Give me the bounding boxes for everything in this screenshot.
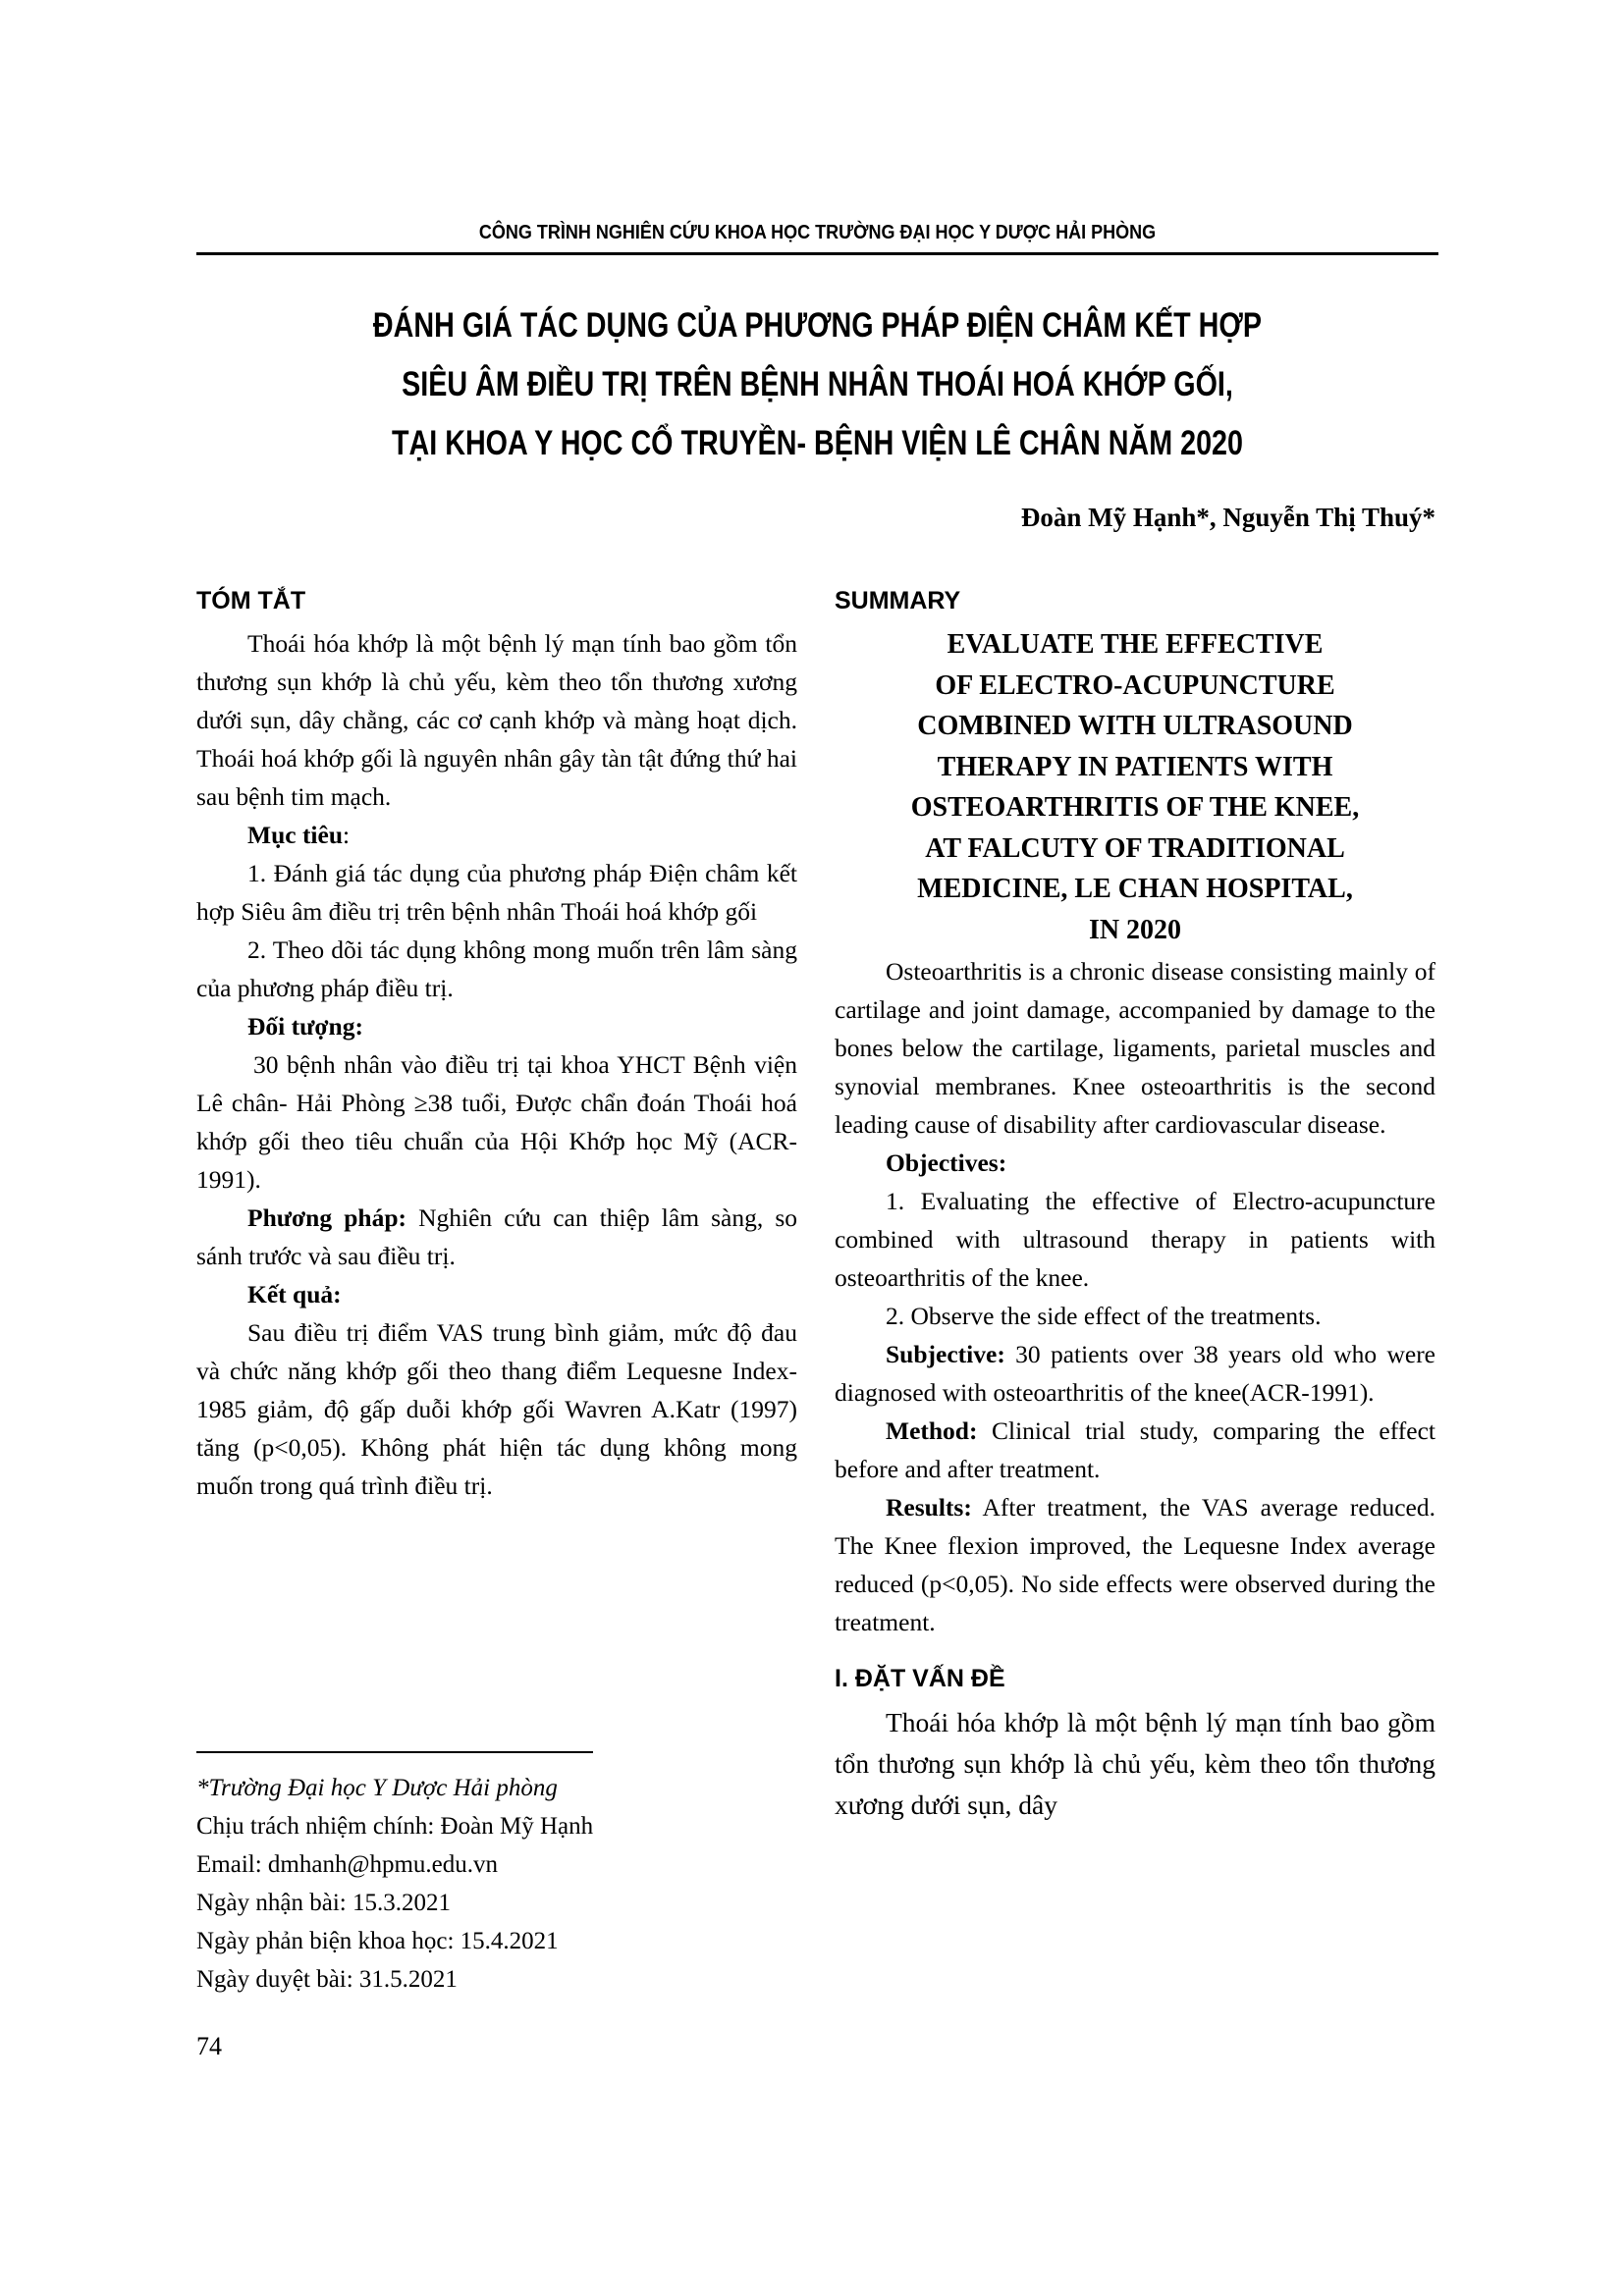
footnote-line: Ngày phản biện khoa học: 15.4.2021 [196, 1928, 559, 1954]
label: Phương pháp: [247, 1203, 406, 1232]
paragraph: 2. Theo dõi tác dụng không mong muốn trên lâm sàng của phương pháp điều trị. [196, 935, 797, 1002]
colon: : [343, 821, 351, 849]
authors: Đoàn Mỹ Hạnh*, Nguyễn Thị Thuý* [1020, 503, 1435, 532]
paragraph: Thoái hóa khớp là một bệnh lý mạn tính bao gồm tổn thương sụn khớp là chủ yếu, kèm theo tổn thương xương dưới sụn, dây chằng, các cơ cạnh khớp và màng hoạt dịch. Thoái hoá khớp gối là nguyên nhân gây tàn tật đứng thứ hai sau bệnh tim mạch. [196, 629, 797, 811]
paragraph: 1. Đánh giá tác dụng của phương pháp Điện châm kết hợp Siêu âm điều trị trên bệnh nhân Thoái hoá khớp gối [196, 859, 797, 926]
paragraph: Đối tượng: [247, 1012, 363, 1041]
title-line: OSTEOARTHRITIS OF THE KNEE, [910, 792, 1360, 823]
text: Nghiên cứu can thiệp lâm sàng, so sánh trước và sau điều trị. [196, 1203, 798, 1270]
header-rule [196, 252, 1438, 255]
title-line: IN 2020 [1088, 914, 1182, 945]
paragraph: Objectives: [886, 1148, 1007, 1177]
text: 30 patients over 38 years old who were diagnosed with osteoarthritis of the knee(ACR-1991). [835, 1340, 1435, 1407]
paragraph [196, 1199, 797, 1275]
footnote-line: Ngày duyệt bài: 31.5.2021 [196, 1966, 458, 1993]
title-line: SIÊU ÂM ĐIỀU TRỊ TRÊN BỆNH NHÂN THOÁI HOÁ KHỚP GỐI, [402, 365, 1233, 403]
paragraph: Sau điều trị điểm VAS trung bình giảm, mức độ đau và chức năng khớp gối theo thang điểm Lequesne Index-1985 giảm, độ gấp duỗi khớp gối Wavren A.Katr (1997) tăng (p<0,05). Không phát hiện tác dụng không mong muốn trong quá trình điều trị. [196, 1318, 797, 1500]
title-line: THERAPY IN PATIENTS WITH [937, 751, 1333, 782]
running-header: CÔNG TRÌNH NGHIÊN CỨU KHOA HỌC TRƯỜNG ĐẠI HỌC Y DƯỢC HẢI PHÒNG [478, 222, 1157, 243]
section-heading: SUMMARY [835, 587, 961, 614]
abstract-vietnamese [196, 581, 797, 1505]
paragraph [835, 1335, 1435, 1412]
text: After treatment, the VAS average reduced. The Knee flexion improved, the Lequesne Index average reduced (p<0,05). No side effects were observed during the treatment. [835, 1493, 1435, 1636]
paragraph: 30 bệnh nhân vào điều trị tại khoa YHCT Bệnh viện Lê chân- Hải Phòng ≥38 tuổi, Được chẩn đoán Thoái hoá khớp gối theo tiêu chuẩn của Hội Khớp học Mỹ (ACR-1991). [196, 1050, 797, 1194]
label: Method: [886, 1416, 978, 1445]
footnote-rule [196, 1751, 593, 1753]
section-heading: I. ĐẶT VẤN ĐỀ [835, 1665, 1005, 1692]
label: Subjective: [886, 1340, 1005, 1368]
article-title [196, 296, 1438, 473]
title-line: MEDICINE, LE CHAN HOSPITAL, [917, 874, 1353, 904]
footnote [196, 1769, 593, 1999]
affiliation: *Trường Đại học Y Dược Hải phòng [196, 1775, 558, 1801]
text: Clinical trial study, comparing the effect before and after treatment. [835, 1416, 1435, 1483]
title-line: COMBINED WITH ULTRASOUND [917, 711, 1353, 741]
title-line: OF ELECTRO-ACUPUNCTURE [935, 669, 1335, 701]
paragraph: 2. Observe the side effect of the treatments. [886, 1302, 1322, 1330]
page-number: 74 [196, 2032, 222, 2060]
paragraph [835, 1488, 1435, 1641]
paragraph [196, 816, 797, 854]
english-title [835, 624, 1435, 950]
paragraph: 1. Evaluating the effective of Electro-acupuncture combined with ultrasound therapy in patients with osteoarthritis of the knee. [835, 1187, 1435, 1292]
title-line: ĐÁNH GIÁ TÁC DỤNG CỦA PHƯƠNG PHÁP ĐIỆN CHÂM KẾT HỢP [372, 306, 1263, 345]
paragraph: Thoái hóa khớp là một bệnh lý mạn tính bao gồm tổn thương sụn khớp là chủ yếu, kèm theo tổn thương xương dưới sụn, dây [835, 1707, 1435, 1820]
label: Results: [886, 1493, 972, 1522]
introduction-section [835, 1659, 1435, 1826]
footnote-email: Email: dmhanh@hpmu.edu.vn [196, 1851, 499, 1878]
paragraph: Kết quả: [247, 1280, 342, 1308]
abstract-english [835, 581, 1435, 1826]
section-heading: TÓM TẮT [196, 587, 306, 614]
footnote-line: Ngày nhận bài: 15.3.2021 [196, 1890, 451, 1916]
paragraph [835, 1412, 1435, 1488]
footnote-line: Chịu trách nhiệm chính: Đoàn Mỹ Hạnh [196, 1813, 594, 1840]
paragraph: Osteoarthritis is a chronic disease consisting mainly of cartilage and joint damage, accompanied by damage to the bones below the cartilage, ligaments, parietal muscles and synovial membranes. Knee osteoarthritis is the second leading cause of disability after cardiovascular disease. [835, 957, 1435, 1139]
label: Mục tiêu [247, 821, 344, 849]
title-line: TẠI KHOA Y HỌC CỔ TRUYỀN- BỆNH VIỆN LÊ CHÂN NĂM 2020 [392, 424, 1243, 462]
title-line: AT FALCUTY OF TRADITIONAL [925, 832, 1345, 864]
title-line: EVALUATE THE EFFECTIVE [947, 629, 1324, 660]
